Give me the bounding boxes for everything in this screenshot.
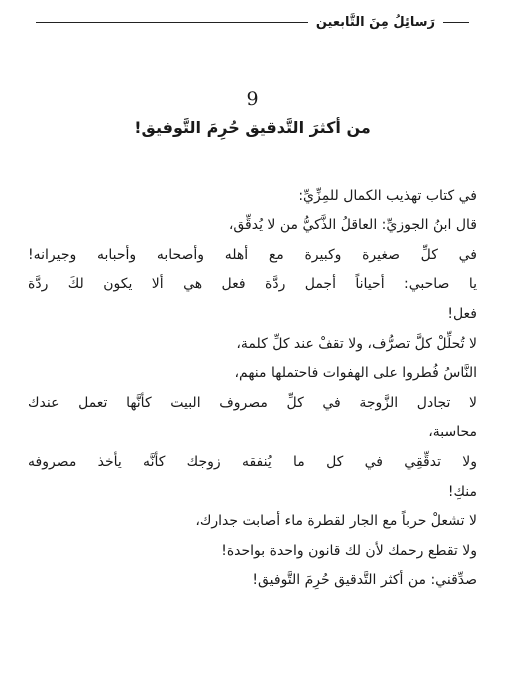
text-line: محاسبة، (428, 424, 477, 441)
text-line: لا تجادل الزَّوجة في كلِّ مصروف البيت كأنَّها تعمل عندك (28, 394, 477, 411)
text-line: في كتاب تهذيب الكمال للمِزِّيِّ: (298, 187, 477, 204)
text-line: لا تشعلْ حرباً مع الجار لقطرة ماء أصابت جدارك، (195, 513, 477, 530)
text-line: يا صاحبي: أحياناً أجمل ردَّة فعل هي ألا يكون لكَ ردَّة (28, 276, 477, 293)
text-line: في كلِّ صغيرة وكبيرة مع أهله وأصحابه وأحبابه وجيرانه! (28, 246, 477, 263)
text-line: لا تُحلِّلْ كلَّ تصرُّف، ولا تقفْ عند كلِّ كلمة، (236, 335, 477, 352)
chapter-title: من أكثرَ التَّدقيق حُرِمَ التَّوفيق! (134, 118, 371, 137)
body-text (28, 152, 477, 596)
header-rule-long (36, 22, 308, 23)
text-line: ولا تقطع رحمك لأن لك قانون واحدة بواحدة! (221, 542, 477, 559)
running-header (36, 12, 469, 32)
chapter-number: 9 (246, 88, 259, 110)
text-line: فعل! (447, 305, 477, 322)
running-header-title: رَسائِلُ مِنَ التَّابعين (315, 14, 435, 30)
text-line: صدِّقني: من أكثر التَّدقيق حُرِمَ التَّوفيق! (252, 572, 477, 589)
header-rule-short (443, 22, 469, 23)
text-line: قال ابنُ الجوزيِّ: العاقلُ الذَّكيُّ من لا يُدقِّق، (228, 217, 477, 234)
text-line: منكِ! (447, 483, 477, 500)
text-line: ولا تدقِّقِي في كل ما يُنفقه زوجك كأنَّه يأخذ مصروفه (28, 453, 477, 470)
text-line: النَّاسُ فُطروا على الهفوات فاحتملها منهم، (234, 365, 477, 382)
text-line (28, 152, 477, 182)
